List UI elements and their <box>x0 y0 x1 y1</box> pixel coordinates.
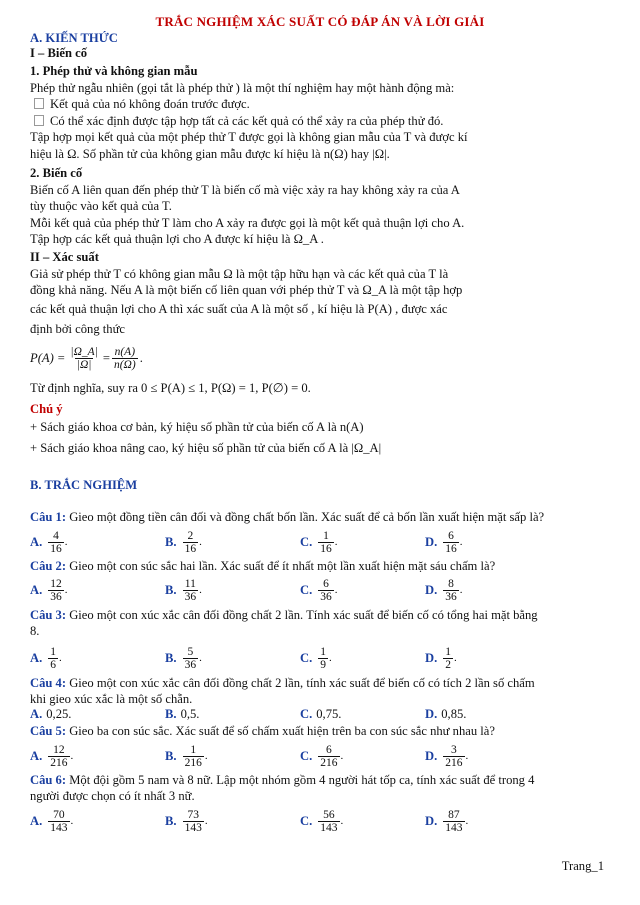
option-period: . <box>465 815 469 827</box>
option-b <box>165 643 202 673</box>
option-a <box>30 527 68 557</box>
question-1-label: Câu 1: <box>30 510 67 524</box>
option-letter: B. <box>165 748 177 763</box>
question-2-text: Gieo một con súc sắc hai lần. Xác suất để ít nhất một lần xuất hiện mặt sáu chấm là? <box>69 559 496 573</box>
fraction-numerator: 1 <box>323 529 329 542</box>
fraction-numerator: 11 <box>184 577 196 590</box>
paragraph-2a: Tập hợp mọi kết quả của một phép thử T được gọi là không gian mẫu của T và được kí <box>30 130 468 144</box>
formula-lhs: P(A) = <box>30 350 66 365</box>
option-b <box>165 806 208 836</box>
option-letter: B. <box>165 582 177 597</box>
option-c <box>300 575 338 605</box>
note-1: + Sách giáo khoa cơ bản, ký hiệu số phần tử của biến cố A là n(A) <box>30 420 364 434</box>
fraction-denominator: 36 <box>320 590 332 603</box>
option-period: . <box>454 652 457 664</box>
question-1 <box>30 510 544 525</box>
option-period: . <box>459 584 463 596</box>
paragraph-2b: hiệu là Ω. Số phần tử của không gian mẫu được kí hiệu là n(Ω) hay |Ω|. <box>30 147 390 161</box>
formula-fraction-1-denominator: |Ω| <box>76 358 92 371</box>
question-5-label: Câu 5: <box>30 724 67 738</box>
fraction-denominator: 36 <box>50 590 62 603</box>
page-title: TRẮC NGHIỆM XÁC SUẤT CÓ ĐÁP ÁN VÀ LỜI GIẢI <box>155 14 485 29</box>
option-letter: D. <box>425 707 438 721</box>
fraction-denominator: 16 <box>184 542 197 555</box>
note-heading: Chú ý <box>30 402 63 416</box>
option-period: . <box>340 750 344 762</box>
option-c <box>300 527 338 557</box>
question-3-label: Câu 3: <box>30 608 67 622</box>
paragraph-6d: định bởi công thức <box>30 322 125 336</box>
option-fraction <box>48 530 64 555</box>
paragraph-6c: các kết quả thuận lợi cho A thì xác suất của A là một số , kí hiệu là P(A) , được xác <box>30 302 448 316</box>
fraction-numerator: 6 <box>448 529 454 542</box>
question-6-label: Câu 6: <box>30 773 67 787</box>
option-letter: D. <box>425 650 438 665</box>
formula-fraction-2-denominator: n(Ω) <box>113 358 136 371</box>
fraction-denominator: 216 <box>184 756 202 769</box>
option-letter: A. <box>30 582 43 597</box>
question-3-line-2: 8. <box>30 624 40 638</box>
fraction-denominator: 216 <box>445 756 463 769</box>
fraction-numerator: 6 <box>323 577 329 590</box>
bullet-2-text: Có thể xác định được tập hợp tất cả các kết quả có thể xảy ra của phép thử đó. <box>50 114 444 128</box>
option-fraction <box>48 744 69 769</box>
option-letter: D. <box>425 534 438 549</box>
formula-fraction-1-numerator: |Ω_A| <box>70 345 98 358</box>
question-1-options <box>30 527 610 557</box>
option-d <box>425 575 463 605</box>
fraction-numerator: 1 <box>50 645 56 658</box>
paragraph-6b: đồng khả năng. Nếu A là một biến cố liên quan với phép thử T và Ω_A là một tập hợp <box>30 283 463 297</box>
option-letter: B. <box>165 707 177 721</box>
option-period: . <box>329 652 332 664</box>
option-c <box>300 806 343 836</box>
option-letter: C. <box>300 534 313 549</box>
paragraph-6a: Giả sử phép thử T có không gian mẫu Ω là một tập hữu hạn và các kết quả của T là <box>30 267 449 281</box>
option-fraction <box>183 578 199 603</box>
option-fraction <box>443 530 459 555</box>
option-b <box>165 527 202 557</box>
option-letter: C. <box>300 582 313 597</box>
option-d <box>425 527 463 557</box>
fraction-numerator: 12 <box>50 577 62 590</box>
option-fraction <box>443 809 464 834</box>
option-period: . <box>459 536 463 548</box>
question-2-label: Câu 2: <box>30 559 67 573</box>
note-2: + Sách giáo khoa nâng cao, ký hiệu số phần tử của biến cố A là |Ω_A| <box>30 441 382 455</box>
probability-formula <box>30 341 143 375</box>
fraction-denominator: 143 <box>184 821 202 834</box>
option-c <box>300 707 341 722</box>
question-2-options <box>30 575 610 605</box>
formula-fraction-2 <box>112 346 138 371</box>
paragraph-3a: Biến cố A liên quan đến phép thử T là biến cố mà việc xảy ra hay không xảy ra của A <box>30 183 460 197</box>
option-period: . <box>70 815 74 827</box>
option-period: . <box>199 536 202 548</box>
question-2 <box>30 559 495 574</box>
option-fraction <box>443 744 464 769</box>
fraction-numerator: 8 <box>448 577 454 590</box>
option-letter: A. <box>30 534 43 549</box>
paragraph-7: Từ định nghĩa, suy ra 0 ≤ P(A) ≤ 1, P(Ω) = 1, P(∅) = 0. <box>30 381 311 395</box>
option-letter: D. <box>425 582 438 597</box>
question-5-options <box>30 741 610 771</box>
option-period: . <box>199 652 202 664</box>
question-4-text: Gieo một con xúc xắc cân đối đồng chất 2 lần, tính xác suất để biến cố có tích 2 lần số chấm <box>69 676 535 690</box>
page-number: Trang_1 <box>561 859 604 873</box>
fraction-numerator: 1 <box>320 645 326 658</box>
option-letter: D. <box>425 748 438 763</box>
option-c <box>300 741 343 771</box>
option-fraction <box>183 530 199 555</box>
fraction-denominator: 2 <box>445 658 451 671</box>
option-b <box>165 741 208 771</box>
option-fraction <box>48 646 58 671</box>
question-4-line-2: khi gieo xúc xắc là một số chẵn. <box>30 692 193 706</box>
option-period: . <box>334 536 338 548</box>
fraction-denominator: 36 <box>445 590 457 603</box>
fraction-numerator: 2 <box>187 529 194 542</box>
fraction-denominator: 36 <box>184 658 197 671</box>
option-b <box>165 575 202 605</box>
fraction-numerator: 12 <box>53 743 65 756</box>
bullet-1 <box>34 97 250 112</box>
question-5 <box>30 724 495 739</box>
question-6 <box>30 773 534 788</box>
fraction-numerator: 56 <box>323 808 335 821</box>
fraction-numerator: 73 <box>187 808 199 821</box>
option-b <box>165 707 199 722</box>
section-a-heading: A. KIẾN THỨC <box>30 31 118 45</box>
option-period: . <box>465 750 469 762</box>
question-6-text: Một đội gồm 5 nam và 8 nữ. Lập một nhóm gồm 4 người hát tốp ca, tính xác suất để trong 4 <box>69 773 535 787</box>
formula-fraction-2-numerator: n(A) <box>114 345 136 358</box>
formula-period: . <box>139 350 143 365</box>
formula-equals: = <box>102 350 110 365</box>
question-3-options <box>30 643 610 673</box>
option-fraction <box>48 578 64 603</box>
option-period: . <box>70 750 74 762</box>
option-value: 0,75. <box>316 707 342 721</box>
fraction-numerator: 6 <box>326 743 332 756</box>
subheading-2: 2. Biến cố <box>30 166 83 180</box>
option-fraction <box>48 809 69 834</box>
fraction-denominator: 143 <box>445 821 463 834</box>
option-letter: C. <box>300 748 313 763</box>
question-4-label: Câu 4: <box>30 676 67 690</box>
paragraph-4: Mỗi kết quả của phép thử T làm cho A xảy ra được gọi là một kết quả thuận lợi cho A. <box>30 216 465 230</box>
option-fraction <box>318 744 339 769</box>
fraction-numerator: 87 <box>448 808 460 821</box>
option-period: . <box>204 815 208 827</box>
fraction-denominator: 9 <box>320 658 326 671</box>
option-letter: A. <box>30 650 43 665</box>
fraction-numerator: 70 <box>53 808 65 821</box>
fraction-denominator: 36 <box>184 590 197 603</box>
option-fraction <box>318 578 334 603</box>
option-period: . <box>199 584 202 596</box>
option-fraction <box>318 809 339 834</box>
option-letter: B. <box>165 534 177 549</box>
option-period: . <box>334 584 338 596</box>
option-a <box>30 575 68 605</box>
checkbox-bullet-icon <box>34 98 44 109</box>
option-period: . <box>64 536 68 548</box>
fraction-denominator: 143 <box>320 821 338 834</box>
checkbox-bullet-icon <box>34 115 44 126</box>
fraction-numerator: 4 <box>53 529 59 542</box>
paragraph-1: Phép thử ngẫu nhiên (gọi tắt là phép thử ) là một thí nghiệm hay một hành động mà: <box>30 81 455 95</box>
option-fraction <box>183 646 199 671</box>
option-fraction <box>318 646 328 671</box>
option-letter: C. <box>300 813 313 828</box>
fraction-denominator: 216 <box>320 756 338 769</box>
fraction-denominator: 16 <box>320 542 332 555</box>
option-fraction <box>443 646 453 671</box>
question-5-text: Gieo ba con súc sắc. Xác suất để số chấm xuất hiện trên ba con súc sắc như nhau là? <box>69 724 495 738</box>
option-period: . <box>59 652 62 664</box>
fraction-denominator: 216 <box>50 756 68 769</box>
option-a <box>30 643 62 673</box>
option-period: . <box>204 750 208 762</box>
option-d <box>425 741 468 771</box>
bullet-2 <box>34 114 443 129</box>
fraction-denominator: 16 <box>50 542 62 555</box>
fraction-denominator: 6 <box>50 658 56 671</box>
option-value: 0,85. <box>441 707 467 721</box>
option-value: 0,25. <box>46 707 72 721</box>
section-b-heading: B. TRẮC NGHIỆM <box>30 478 138 492</box>
paragraph-5: Tập hợp các kết quả thuận lợi cho A được kí hiệu là Ω_A . <box>30 232 324 246</box>
bullet-1-text: Kết quả của nó không đoán trước được. <box>50 97 250 111</box>
option-d <box>425 707 466 722</box>
option-value: 0,5. <box>180 707 200 721</box>
question-4-options <box>30 707 610 723</box>
part-1-heading: I – Biến cố <box>30 46 88 60</box>
option-letter: D. <box>425 813 438 828</box>
option-letter: C. <box>300 650 313 665</box>
option-c <box>300 643 332 673</box>
part-2-heading: II – Xác suất <box>30 250 99 264</box>
option-letter: A. <box>30 707 43 721</box>
option-letter: C. <box>300 707 313 721</box>
fraction-numerator: 5 <box>187 645 194 658</box>
question-3-text: Gieo một con xúc xắc cân đối đồng chất 2 lần. Tính xác suất để biến cố có tổng hai mặt bằng <box>69 608 538 622</box>
fraction-numerator: 1 <box>190 743 197 756</box>
paragraph-3b: tùy thuộc vào kết quả của T. <box>30 199 172 213</box>
option-period: . <box>64 584 68 596</box>
option-letter: B. <box>165 813 177 828</box>
option-d <box>425 806 468 836</box>
option-fraction <box>183 809 204 834</box>
option-a <box>30 741 73 771</box>
option-letter: B. <box>165 650 177 665</box>
question-6-options <box>30 806 610 836</box>
fraction-numerator: 3 <box>451 743 457 756</box>
option-d <box>425 643 457 673</box>
option-period: . <box>340 815 344 827</box>
fraction-denominator: 16 <box>445 542 457 555</box>
option-fraction <box>318 530 334 555</box>
question-4 <box>30 676 535 691</box>
question-3 <box>30 608 538 623</box>
question-6-line-2: người được chọn có ít nhất 3 nữ. <box>30 789 195 803</box>
subheading-1: 1. Phép thử và không gian mẫu <box>30 64 198 78</box>
fraction-numerator: 1 <box>445 645 451 658</box>
fraction-denominator: 143 <box>50 821 68 834</box>
option-a <box>30 707 71 722</box>
question-1-text: Gieo một đồng tiền cân đối và đồng chất bốn lần. Xác suất để cả bốn lần xuất hiện mặt sấp là? <box>69 510 545 524</box>
formula-fraction-1 <box>68 346 99 371</box>
option-fraction <box>183 744 204 769</box>
option-letter: A. <box>30 813 43 828</box>
option-a <box>30 806 73 836</box>
option-fraction <box>443 578 459 603</box>
option-letter: A. <box>30 748 43 763</box>
